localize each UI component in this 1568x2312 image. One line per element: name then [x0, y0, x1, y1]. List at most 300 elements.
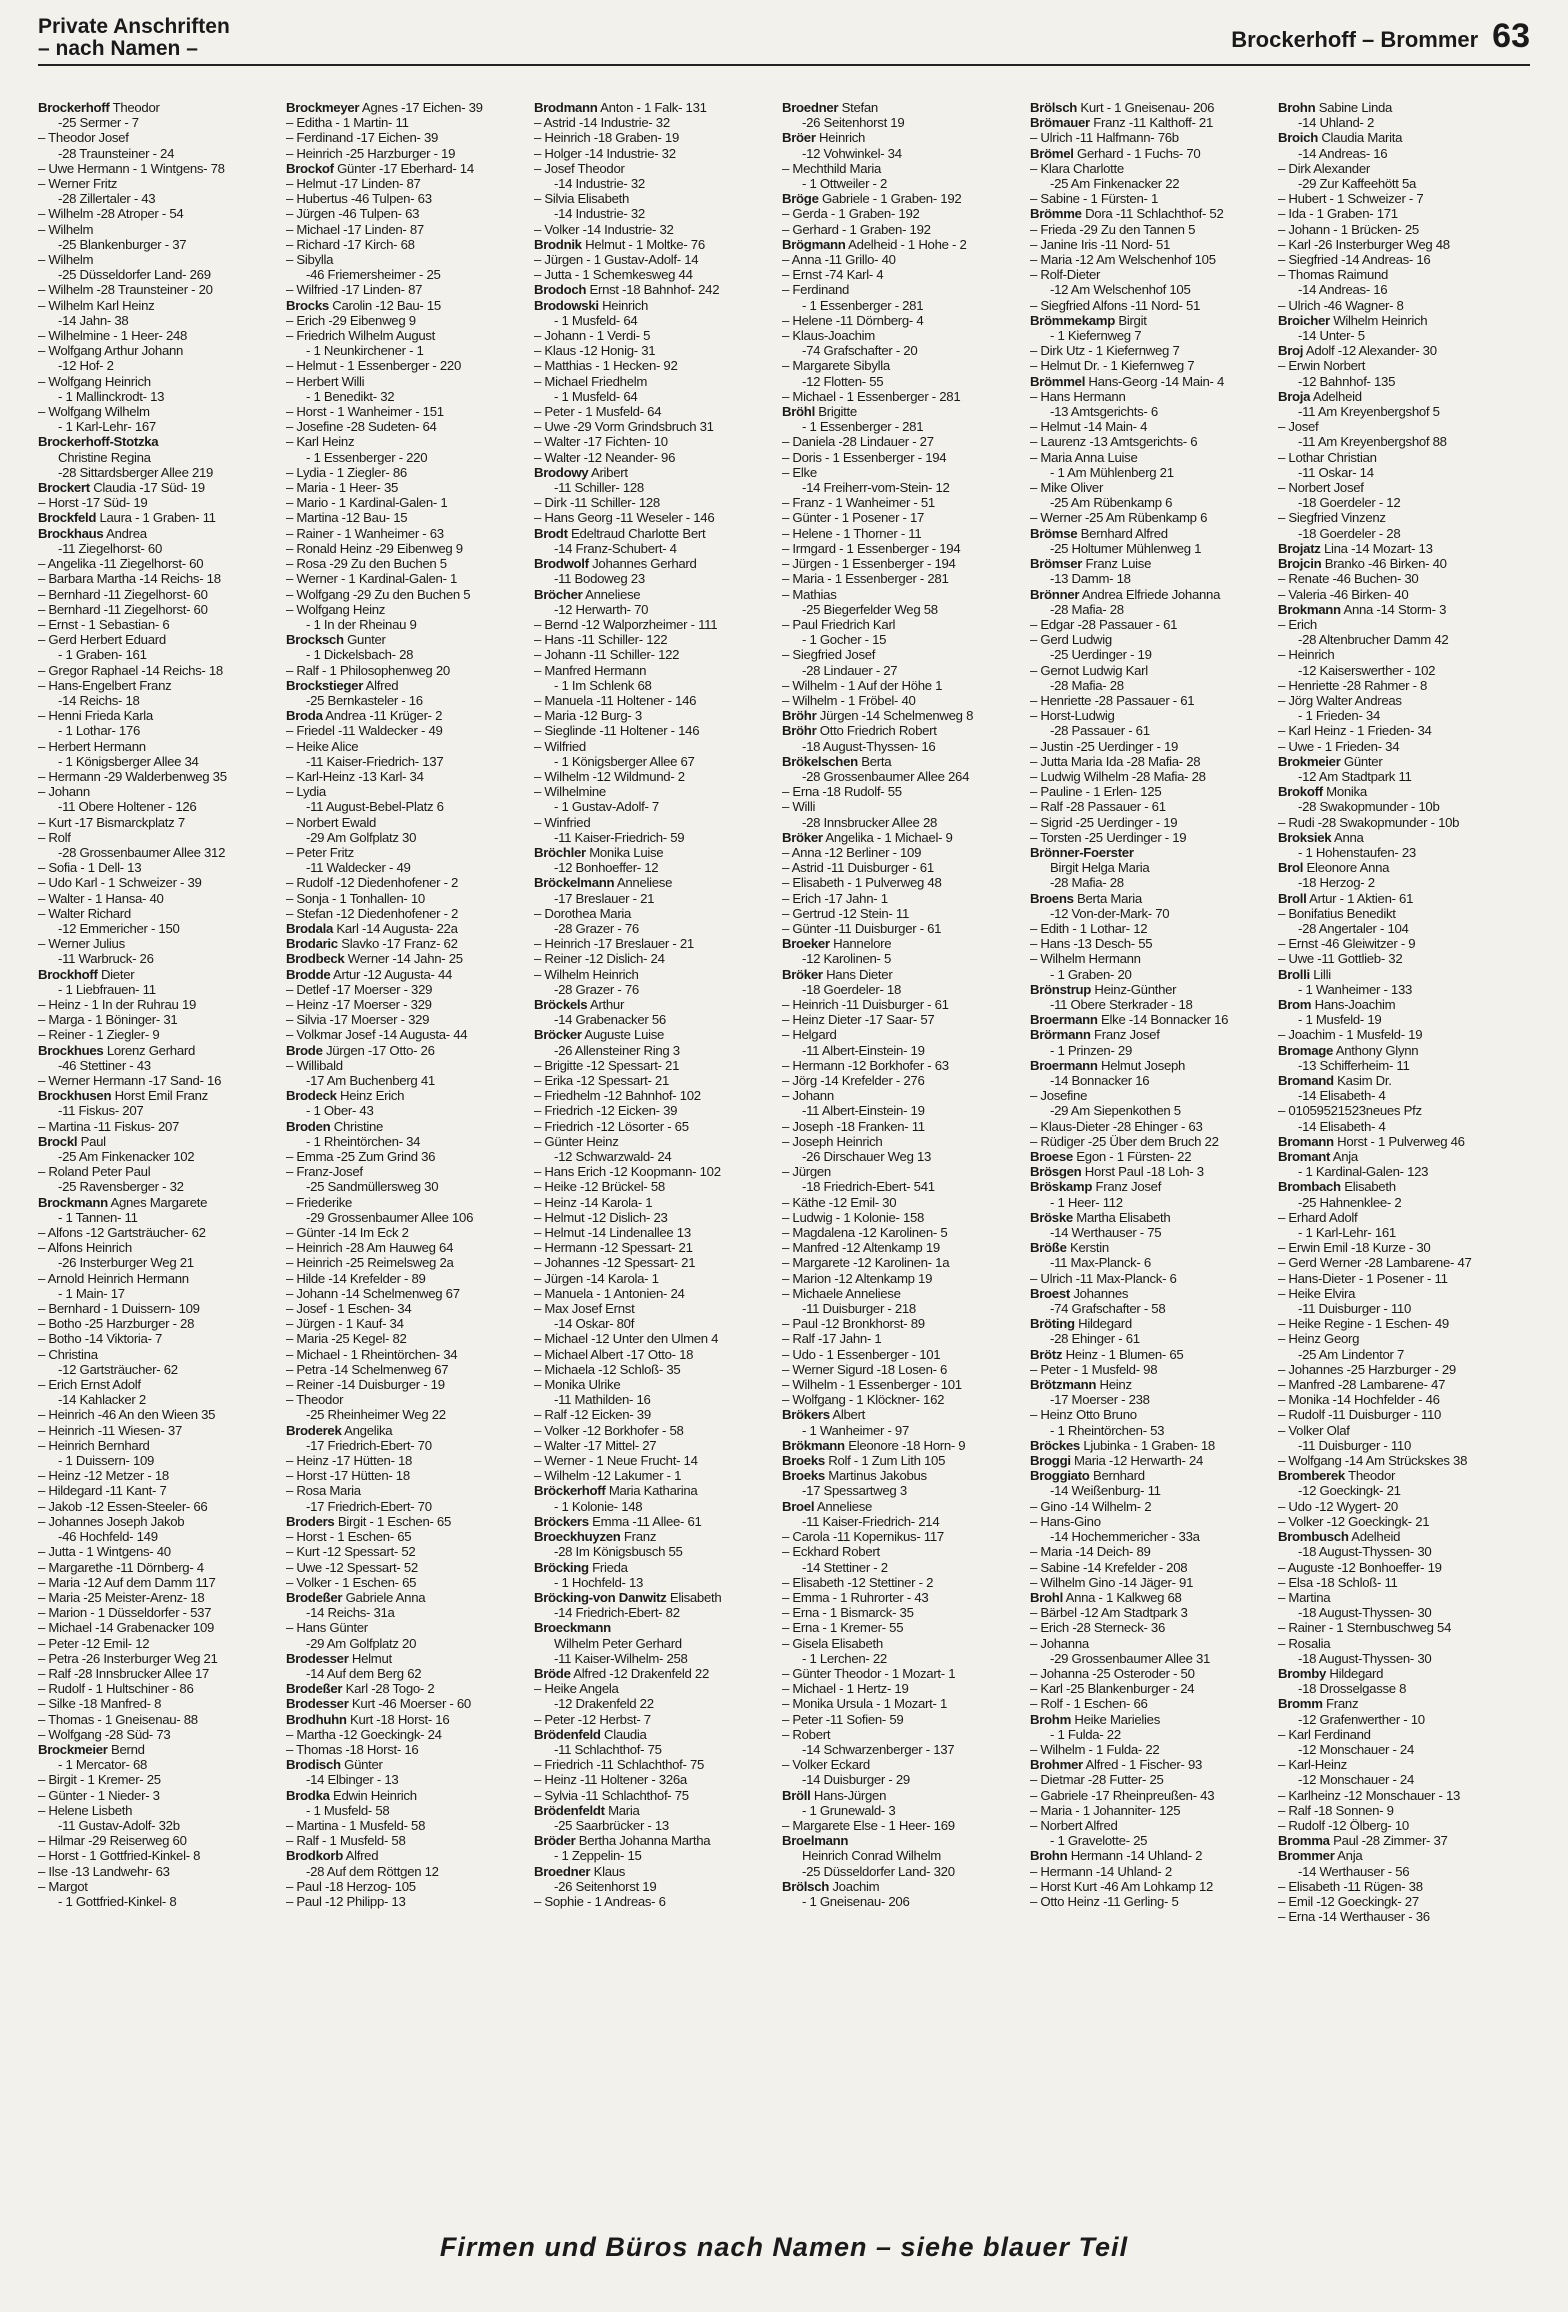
surname-entry: Brockhoff Dieter — [38, 966, 135, 982]
surname-entry: Broll Artur - 1 Aktien- 61 — [1278, 890, 1414, 906]
address-line: -74 Grafschafter - 20 — [802, 343, 918, 359]
surname-entry: Bröcher Anneliese — [534, 586, 641, 602]
surname: Bromm — [1278, 1696, 1323, 1712]
person-entry: – Doris - 1 Essenberger - 194 — [782, 450, 1022, 465]
surname: Brötzmann — [1030, 1377, 1097, 1393]
surname: Brönner — [1030, 586, 1080, 602]
person-entry: – Elsa -18 Schloß- 11 — [1278, 1575, 1518, 1590]
person-entry: – Michael - 1 Hertz- 19 — [782, 1681, 1022, 1696]
surname-entry: Broda Andrea -11 Krüger- 2 — [286, 708, 443, 724]
person-entry: – Helene - 1 Thorner - 11 — [782, 526, 1022, 541]
surname: Brönner-Foerster — [1030, 844, 1134, 860]
person-entry: – Michael - 1 Rheintörchen- 34 — [286, 1347, 526, 1362]
surname: Brodhuhn — [286, 1711, 347, 1727]
surname: Broich — [1278, 130, 1318, 146]
person-entry: – Ralf - 1 Philosophenweg 20 — [286, 663, 526, 678]
person-entry: – Barbara Martha -14 Reichs- 18 — [38, 571, 278, 586]
person-entry: – Rüdiger -25 Über dem Bruch 22 — [1030, 1134, 1270, 1149]
person-entry: – Wilhelm - 1 Auf der Höhe 1 — [782, 678, 1022, 693]
person-entry: – Torsten -25 Uerdinger - 19 — [1030, 830, 1270, 845]
person-entry: – Jörg Walter Andreas — [1278, 693, 1518, 708]
person-entry: – Hans Erich -12 Koopmann- 102 — [534, 1164, 774, 1179]
surname-entry: Brockmeier Bernd — [38, 1741, 145, 1757]
address-line: -28 Im Königsbusch 55 — [554, 1544, 683, 1560]
address-line: -12 Emmericher - 150 — [58, 920, 180, 936]
person-entry: – Daniela -28 Lindauer - 27 — [782, 434, 1022, 449]
surname-entry: Broggi Maria -12 Herwarth- 24 — [1030, 1453, 1204, 1469]
surname: Brodeck — [286, 1088, 337, 1104]
surname-entry: Broich Claudia Marita — [1278, 130, 1403, 146]
address-line: -17 Spessartweg 3 — [802, 1483, 907, 1499]
person-entry: – Maria -14 Deich- 89 — [1030, 1544, 1270, 1559]
surname: Brol — [1278, 860, 1304, 876]
person-entry: – Günter Theodor - 1 Mozart- 1 — [782, 1666, 1022, 1681]
surname: Brombach — [1278, 1179, 1341, 1195]
person-entry: – Hermann -12 Spessart- 21 — [534, 1240, 774, 1255]
surname-entry: Brodowy Aribert — [534, 464, 628, 480]
surname: Brökers — [782, 1407, 830, 1423]
surname-entry: Brodwolf Johannes Gerhard — [534, 556, 697, 572]
surname: Bröckels — [534, 996, 588, 1012]
person-entry: – Ulrich -11 Max-Planck- 6 — [1030, 1271, 1270, 1286]
address-line: - 1 Am Mühlenberg 21 — [1050, 464, 1174, 480]
surname-entry: Bröde Alfred -12 Drakenfeld 22 — [534, 1665, 709, 1681]
person-entry: – Johann - 1 Verdi- 5 — [534, 328, 774, 343]
person-entry: – Bernhard - 1 Duissern- 109 — [38, 1301, 278, 1316]
address-line: - 1 Fulda- 22 — [1050, 1726, 1121, 1742]
person-entry: – Walter - 1 Hansa- 40 — [38, 891, 278, 906]
person-entry: – Johanna -25 Osteroder - 50 — [1030, 1666, 1270, 1681]
address-line: -12 Monschauer - 24 — [1298, 1741, 1414, 1757]
section-heading — [38, 16, 230, 60]
address-line: -12 Flotten- 55 — [802, 373, 884, 389]
surname-entry: Brol Eleonore Anna — [1278, 860, 1390, 876]
person-entry: – Lydia — [286, 784, 526, 799]
surname: Broksiek — [1278, 829, 1332, 845]
address-line: -14 Grabenacker 56 — [554, 1012, 666, 1028]
person-entry: – Ernst -74 Karl- 4 — [782, 267, 1022, 282]
person-entry: – Matthias - 1 Hecken- 92 — [534, 358, 774, 373]
surname-entry: Brodmann Anton - 1 Falk- 131 — [534, 100, 707, 115]
address-line: -11 Schlachthof- 75 — [554, 1741, 662, 1757]
person-entry: – Wolfgang -28 Süd- 73 — [38, 1727, 278, 1742]
person-entry: – Bonifatius Benedikt — [1278, 906, 1518, 921]
person-entry: – Michaela -12 Schloß- 35 — [534, 1362, 774, 1377]
address-line: - 1 In der Rheinau 9 — [306, 616, 417, 632]
person-entry: – Helene -11 Dörnberg- 4 — [782, 313, 1022, 328]
person-entry: – Elisabeth -12 Stettiner - 2 — [782, 1575, 1022, 1590]
address-line: -25 Uerdinger - 19 — [1050, 647, 1152, 663]
address-line: -25 Am Finkenacker 22 — [1050, 176, 1180, 192]
person-entry: – Roland Peter Paul — [38, 1164, 278, 1179]
surname-entry: Brode Jürgen -17 Otto- 26 — [286, 1042, 435, 1058]
person-entry: – Helmut -14 Main- 4 — [1030, 419, 1270, 434]
address-line: -11 Duisburger - 110 — [1298, 1437, 1411, 1453]
person-entry: – Manfred -12 Altenkamp 19 — [782, 1240, 1022, 1255]
address-line: -17 Friedrich-Ebert- 70 — [306, 1498, 432, 1514]
person-entry: – Ronald Heinz -29 Eibenweg 9 — [286, 541, 526, 556]
person-entry: – Friedrich -11 Schlachthof- 75 — [534, 1757, 774, 1772]
person-entry: – Anna -12 Berliner - 109 — [782, 845, 1022, 860]
person-entry: – Klaus-Joachim — [782, 328, 1022, 343]
surname: Brockerhoff — [38, 100, 110, 115]
person-entry: – Rolf-Dieter — [1030, 267, 1270, 282]
person-entry: – Franz - 1 Wanheimer - 51 — [782, 495, 1022, 510]
person-entry: – Udo - 1 Essenberger - 101 — [782, 1347, 1022, 1362]
surname-entry: Bröker Hans Dieter — [782, 966, 893, 982]
person-entry: – Mario - 1 Kardinal-Galen- 1 — [286, 495, 526, 510]
person-entry: – Manuela -11 Holtener - 146 — [534, 693, 774, 708]
address-line: - 1 Rheintörchen- 53 — [1050, 1422, 1165, 1438]
surname: Brodesser — [286, 1650, 349, 1666]
person-entry: – Helene Lisbeth — [38, 1803, 278, 1818]
surname: Bröting — [1030, 1316, 1075, 1332]
person-entry: – Hans-Engelbert Franz — [38, 678, 278, 693]
person-entry: – Gisela Elisabeth — [782, 1636, 1022, 1651]
surname-entry: Brocks Carolin -12 Bau- 15 — [286, 297, 441, 313]
surname-entry: Brodeck Heinz Erich — [286, 1088, 405, 1104]
person-entry: – Emma -25 Zum Grind 36 — [286, 1149, 526, 1164]
person-entry: – Volker Olaf — [1278, 1423, 1518, 1438]
address-line: - 1 Wanheimer - 133 — [1298, 981, 1413, 997]
person-entry: – Käthe -12 Emil- 30 — [782, 1195, 1022, 1210]
address-line: - 1 Lothar- 176 — [58, 723, 141, 739]
address-line: - 1 Ottweiler - 2 — [802, 176, 888, 192]
address-line: -11 Am Kreyenbergshof 5 — [1298, 404, 1440, 420]
address-line: -28 Sittardsberger Allee 219 — [58, 464, 214, 480]
surname: Brokoff — [1278, 784, 1323, 800]
person-entry: – Martina — [1278, 1590, 1518, 1605]
surname-entry: Brodeßer Karl -28 Togo- 2 — [286, 1681, 435, 1697]
surname-entry: Brodde Artur -12 Augusta- 44 — [286, 966, 453, 982]
surname-entry: Broj Adolf -12 Alexander- 30 — [1278, 343, 1437, 359]
person-entry: – Werner Julius — [38, 936, 278, 951]
person-entry: – Sigrid -25 Uerdinger - 19 — [1030, 815, 1270, 830]
person-entry: – Carola -11 Kopernikus- 117 — [782, 1529, 1022, 1544]
person-entry: – Horst - 1 Gottfried-Kinkel- 8 — [38, 1848, 278, 1863]
person-entry: – Erna -14 Werthauser - 36 — [1278, 1909, 1518, 1924]
surname-entry: Brönner Andrea Elfriede Johanna — [1030, 586, 1221, 602]
surname: Brom — [1278, 996, 1312, 1012]
person-entry: – Peter -12 Herbst- 7 — [534, 1712, 774, 1727]
address-line: - 1 Wanheimer - 97 — [802, 1422, 909, 1438]
name-range: Brockerhoff – Brommer — [1231, 27, 1479, 52]
person-entry: – Friedel -11 Waldecker - 49 — [286, 723, 526, 738]
person-entry: – Wilhelm - 1 Fulda- 22 — [1030, 1742, 1270, 1757]
person-entry: – Günter -14 Im Eck 2 — [286, 1225, 526, 1240]
surname: Bröhr — [782, 708, 817, 724]
surname-entry: Brodowski Heinrich — [534, 297, 649, 313]
surname-entry: Brökmann Eleonore -18 Horn- 9 — [782, 1437, 966, 1453]
address-line: -25 Am Lindentor 7 — [1298, 1346, 1405, 1362]
person-entry: – Heike -12 Brückel- 58 — [534, 1179, 774, 1194]
surname-entry: Brockmann Agnes Margarete — [38, 1194, 208, 1210]
person-entry: – Karl Ferdinand — [1278, 1727, 1518, 1742]
address-line: -14 Elisabeth- 4 — [1298, 1118, 1386, 1134]
footer-note: Firmen und Büros nach Namen – siehe blauer Teil — [439, 2232, 1129, 2262]
person-entry: – Maria - 1 Heer- 35 — [286, 480, 526, 495]
surname-entry: Broest Johannes — [1030, 1285, 1129, 1301]
person-entry: – Siegfried Josef — [782, 647, 1022, 662]
surname: Brodnik — [534, 236, 582, 252]
person-entry: – Wilhelm Heinrich — [534, 967, 774, 982]
surname: Brodeßer — [286, 1589, 343, 1605]
surname: Bromant — [1278, 1149, 1331, 1165]
surname-entry: Bröhl Brigitte — [782, 404, 857, 420]
person-entry: – Henni Frieda Karla — [38, 708, 278, 723]
address-line: -12 Bonhoeffer- 12 — [554, 860, 659, 876]
surname-entry: Brodoch Ernst -18 Bahnhof- 242 — [534, 282, 720, 298]
address-line: -28 Grossenbaumer Allee 312 — [58, 844, 226, 860]
surname-entry: Brömse Bernhard Alfred — [1030, 525, 1168, 541]
person-entry: – Josef — [1278, 419, 1518, 434]
person-entry: – Elke — [782, 465, 1022, 480]
person-entry: – Heinz Dieter -17 Saar- 57 — [782, 1012, 1022, 1027]
person-entry: – Botho -14 Viktoria- 7 — [38, 1331, 278, 1346]
person-entry: – Wolfgang Heinrich — [38, 374, 278, 389]
person-entry: – Marga - 1 Böninger- 31 — [38, 1012, 278, 1027]
address-line: - 1 Im Schlenk 68 — [554, 677, 652, 693]
person-entry: – Erich -28 Sterneck- 36 — [1030, 1620, 1270, 1635]
person-entry: – Wilhelm -28 Atroper - 54 — [38, 206, 278, 221]
address-line: -25 Hahnenklee- 2 — [1298, 1194, 1402, 1210]
address-line: -28 Passauer - 61 — [1050, 723, 1150, 739]
surname-entry: Broeker Hannelore — [782, 936, 892, 952]
address-line: -14 Reichs- 31a — [306, 1605, 395, 1621]
person-entry: – Heike Regine - 1 Eschen- 49 — [1278, 1316, 1518, 1331]
surname-entry: Brockhaus Andrea — [38, 525, 147, 541]
person-entry: – Franz-Josef — [286, 1164, 526, 1179]
surname-entry: Broermann Elke -14 Bonnacker 16 — [1030, 1012, 1229, 1028]
address-line: - 1 Musfeld- 64 — [554, 388, 638, 404]
address-line: -14 Unter- 5 — [1298, 328, 1365, 344]
address-line: -26 Seitenhorst 19 — [802, 115, 905, 131]
address-line: - 1 Königsberger Allee 34 — [58, 753, 199, 769]
person-entry: – Josef Theodor — [534, 161, 774, 176]
surname-entry: Brodkorb Alfred — [286, 1848, 379, 1864]
person-entry: – Heinz Otto Bruno — [1030, 1407, 1270, 1422]
address-line: -46 Hochfeld- 149 — [58, 1529, 158, 1545]
address-line: -11 Waldecker - 49 — [306, 860, 411, 876]
surname: Brodaric — [286, 936, 338, 952]
address-line: - 1 Dickelsbach- 28 — [306, 647, 414, 663]
surname: Bromby — [1278, 1665, 1327, 1681]
surname: Broja — [1278, 388, 1311, 404]
surname: Brodde — [286, 966, 331, 982]
person-entry: – Heinz -12 Metzer - 18 — [38, 1468, 278, 1483]
surname: Bröskamp — [1030, 1179, 1093, 1195]
address-line: - 1 Rheintörchen- 34 — [306, 1133, 421, 1149]
person-entry: – Joachim - 1 Musfeld- 19 — [1278, 1027, 1518, 1042]
person-entry: – Wolfgang Wilhelm — [38, 404, 278, 419]
person-entry: – Herbert Hermann — [38, 739, 278, 754]
person-entry: – Lothar Christian — [1278, 450, 1518, 465]
surname: Bröckers — [534, 1513, 589, 1529]
surname-entry: Brodesser Kurt -46 Moerser - 60 — [286, 1696, 471, 1712]
person-entry: – Ulrich -11 Halfmann- 76b — [1030, 130, 1270, 145]
person-entry: – Helgard — [782, 1027, 1022, 1042]
address-line: - 1 Kardinal-Galen- 123 — [1298, 1164, 1429, 1180]
address-line: -28 Auf dem Röttgen 12 — [306, 1863, 439, 1879]
person-entry: – Friedhelm -12 Bahnhof- 102 — [534, 1088, 774, 1103]
person-entry: – Emil -12 Goeckingk- 27 — [1278, 1894, 1518, 1909]
surname: Brömme — [1030, 206, 1082, 222]
person-entry: – Erna - 1 Bismarck- 35 — [782, 1605, 1022, 1620]
address-line: -28 Grazer - 76 — [554, 920, 639, 936]
address-line: -12 Am Stadtpark 11 — [1298, 768, 1412, 784]
surname: Bromberek — [1278, 1468, 1345, 1484]
surname: Broeker — [782, 936, 830, 952]
address-line: -28 Swakopmunder - 10b — [1298, 799, 1440, 815]
person-entry: – Wilhelm — [38, 222, 278, 237]
person-entry: – Magdalena -12 Karolinen- 5 — [782, 1225, 1022, 1240]
address-line: -11 Albert-Einstein- 19 — [802, 1042, 925, 1058]
person-entry: – Rolf — [38, 830, 278, 845]
person-entry: – Friedrich Wilhelm August — [286, 328, 526, 343]
surname: Brömmel — [1030, 373, 1086, 389]
person-entry: – Erwin Emil -18 Kurze - 30 — [1278, 1240, 1518, 1255]
person-entry: – Bernd -12 Walporzheimer - 111 — [534, 617, 774, 632]
person-entry: – Jörg -14 Krefelder - 276 — [782, 1073, 1022, 1088]
person-entry: – Gabriele -17 Rheinpreußen- 43 — [1030, 1788, 1270, 1803]
person-entry: – Heinz Georg — [1278, 1331, 1518, 1346]
person-entry: – Johann -11 Schiller- 122 — [534, 647, 774, 662]
person-entry: – Karl Heinz - 1 Frieden- 34 — [1278, 723, 1518, 738]
surname-entry: Brockhues Lorenz Gerhard — [38, 1042, 195, 1058]
person-entry: – Siegfried -14 Andreas- 16 — [1278, 252, 1518, 267]
person-entry: – Mechthild Maria — [782, 161, 1022, 176]
address-line: -29 Am Golfplatz 20 — [306, 1635, 417, 1651]
address-line: -14 Franz-Schubert- 4 — [554, 540, 677, 556]
person-entry: – Sofia - 1 Dell- 13 — [38, 860, 278, 875]
address-line: -29 Grossenbaumer Allee 106 — [306, 1209, 474, 1225]
surname: Brögmann — [782, 236, 846, 252]
person-entry: – Maria - 1 Essenberger - 281 — [782, 571, 1022, 586]
surname-entry — [782, 1833, 1022, 1848]
person-entry: – Uwe - 1 Frieden- 34 — [1278, 739, 1518, 754]
person-entry: – Friederike — [286, 1195, 526, 1210]
person-entry: – Heinz -11 Holtener - 326a — [534, 1772, 774, 1787]
address-line: Birgit Helga Maria — [1050, 860, 1150, 876]
person-entry: – Botho -25 Harzburger - 28 — [38, 1316, 278, 1331]
surname: Bröker — [782, 966, 823, 982]
page-range-heading — [1231, 16, 1530, 60]
person-entry: – Karl-Heinz — [1278, 1757, 1518, 1772]
surname-entry: Bröcking-von Danwitz Elisabeth — [534, 1589, 722, 1605]
surname: Brojatz — [1278, 540, 1321, 556]
address-line: -14 Freiherr-vom-Stein- 12 — [802, 480, 950, 496]
address-line: -11 Duisburger - 110 — [1298, 1301, 1411, 1317]
person-entry: – Sylvia -11 Schlachthof- 75 — [534, 1788, 774, 1803]
person-entry: – Karl Heinz — [286, 434, 526, 449]
person-entry: – Sieglinde -11 Holtener - 146 — [534, 723, 774, 738]
person-entry: – Eckhard Robert — [782, 1544, 1022, 1559]
person-entry: – Anna -11 Grillo- 40 — [782, 252, 1022, 267]
person-entry: – Hilde -14 Krefelder - 89 — [286, 1271, 526, 1286]
person-entry: – Thomas Raimund — [1278, 267, 1518, 282]
person-entry: – Ernst - 1 Sebastian- 6 — [38, 617, 278, 632]
person-entry: – Rudi -28 Swakopmunder - 10b — [1278, 815, 1518, 830]
surname: Brokmann — [1278, 601, 1341, 617]
person-entry: – Winfried — [534, 815, 774, 830]
address-line: -14 Industrie- 32 — [554, 206, 645, 222]
address-line: -26 Allensteiner Ring 3 — [554, 1042, 680, 1058]
surname-entry: Bröhr Jürgen -14 Schelmenweg 8 — [782, 708, 974, 724]
person-entry: – Gerhard - 1 Graben- 192 — [782, 222, 1022, 237]
address-line: -14 Oskar- 80f — [554, 1316, 635, 1332]
surname: Brodbeck — [286, 951, 345, 967]
person-entry: – Karlheinz -12 Monschauer - 13 — [1278, 1788, 1518, 1803]
person-entry: – Volker -14 Industrie- 32 — [534, 222, 774, 237]
person-entry: – Uwe -12 Spessart- 52 — [286, 1560, 526, 1575]
person-entry: – Volker -12 Borkhofer - 58 — [534, 1423, 774, 1438]
person-entry: – Marion -12 Altenkamp 19 — [782, 1271, 1022, 1286]
surname: Brödenfeldt — [534, 1802, 605, 1818]
person-entry: – Walter Richard — [38, 906, 278, 921]
person-entry: – Wilhelm Gino -14 Jäger- 91 — [1030, 1575, 1270, 1590]
person-entry: – Elisabeth - 1 Pulverweg 48 — [782, 875, 1022, 890]
address-line: - 1 Graben- 161 — [58, 647, 147, 663]
address-line: -11 Albert-Einstein- 19 — [802, 1103, 925, 1119]
address-line: -11 Bodoweg 23 — [554, 571, 645, 587]
person-entry: – Gerd Herbert Eduard — [38, 632, 278, 647]
person-entry: – 01059521523neues Pfz — [1278, 1103, 1518, 1118]
directory-column — [1278, 100, 1518, 2210]
person-entry: – Günter -11 Duisburger - 61 — [782, 921, 1022, 936]
address-line: -17 Moerser - 238 — [1050, 1392, 1150, 1408]
surname-entry: Brodala Karl -14 Augusta- 22a — [286, 920, 458, 936]
person-entry: – Heinrich -25 Harzburger - 19 — [286, 146, 526, 161]
surname: Brockstieger — [286, 677, 364, 693]
person-entry: – Lydia - 1 Ziegler- 86 — [286, 465, 526, 480]
person-entry: – Hans-Gino — [1030, 1514, 1270, 1529]
person-entry: – Michael Friedhelm — [534, 374, 774, 389]
surname-entry: Bromby Hildegard — [1278, 1665, 1384, 1681]
address-line: -26 Dirschauer Weg 13 — [802, 1149, 932, 1165]
surname-entry: Bröße Kerstin — [1030, 1240, 1109, 1256]
person-entry: – Hilmar -29 Reiserweg 60 — [38, 1833, 278, 1848]
surname: Brockhues — [38, 1042, 104, 1058]
surname: Brokmeier — [1278, 753, 1341, 769]
person-entry: – Manfred Hermann — [534, 663, 774, 678]
person-entry: – Walter -12 Neander- 96 — [534, 450, 774, 465]
surname-entry: Brökers Albert — [782, 1407, 866, 1423]
surname: Brohn — [1278, 100, 1316, 115]
person-entry: – Uwe Hermann - 1 Wintgens- 78 — [38, 161, 278, 176]
person-entry: – Ralf -12 Eicken- 39 — [534, 1407, 774, 1422]
surname-entry: Brodt Edeltraud Charlotte Bert — [534, 525, 706, 541]
person-entry: – Maria -12 Am Welschenhof 105 — [1030, 252, 1270, 267]
person-entry: – Karl-Heinz -13 Karl- 34 — [286, 769, 526, 784]
address-line: -13 Damm- 18 — [1050, 571, 1131, 587]
address-line: -11 Am Kreyenbergshof 88 — [1298, 434, 1447, 450]
address-line: -11 Gustav-Adolf- 32b — [58, 1817, 180, 1833]
address-line: - 1 Karl-Lehr- 167 — [58, 419, 156, 435]
person-entry: – Jürgen - 1 Gustav-Adolf- 14 — [534, 252, 774, 267]
surname: Brodowski — [534, 297, 599, 313]
surname: Bröer — [782, 130, 816, 146]
person-entry: – Paul -12 Philipp- 13 — [286, 1894, 526, 1909]
address-line: -14 Weißenburg- 11 — [1050, 1483, 1161, 1499]
person-entry: – Ludwig Wilhelm -28 Mafia- 28 — [1030, 769, 1270, 784]
address-line: -28 Mafia- 28 — [1050, 875, 1124, 891]
surname: Broden — [286, 1118, 331, 1134]
surname-entry: Brohn Hermann -14 Uhland- 2 — [1030, 1848, 1203, 1864]
person-entry: – Hermann -12 Borkhofer - 63 — [782, 1058, 1022, 1073]
surname-entry: Brodhuhn Kurt -18 Horst- 16 — [286, 1711, 450, 1727]
address-line: -14 Elisabeth- 4 — [1298, 1088, 1386, 1104]
address-line: -18 Drosselgasse 8 — [1298, 1681, 1407, 1697]
